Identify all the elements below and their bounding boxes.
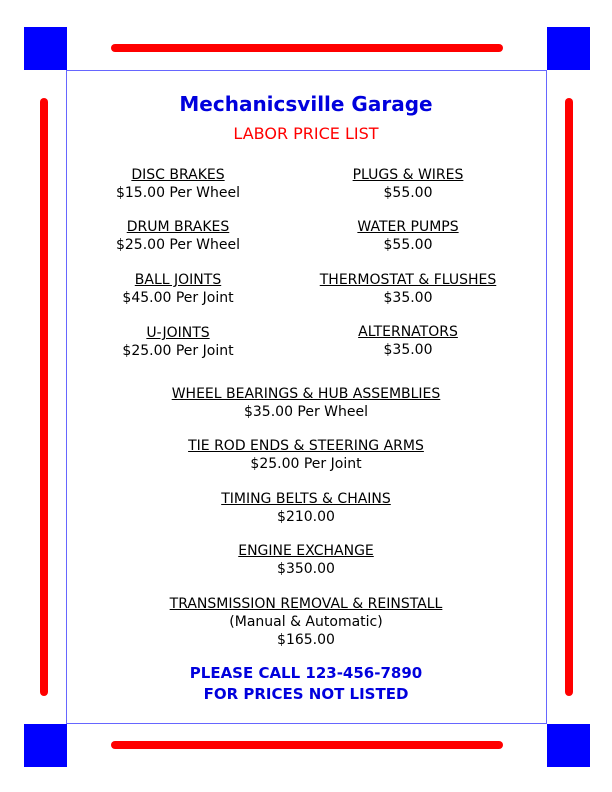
page-subtitle: LABOR PRICE LIST (233, 124, 379, 143)
service-name: WATER PUMPS (357, 219, 459, 235)
service-price: $45.00 Per Joint (122, 290, 234, 306)
price-item (100, 542, 512, 578)
service-price: $25.00 Per Joint (122, 343, 234, 359)
corner-square-top-left (24, 27, 67, 70)
price-item (78, 271, 278, 307)
page-title: Mechanicsville Garage (179, 92, 433, 116)
corner-square-bottom-right (547, 724, 590, 767)
service-name: TIMING BELTS & CHAINS (221, 491, 391, 507)
service-name: BALL JOINTS (134, 272, 222, 288)
service-name: ENGINE EXCHANGE (238, 543, 374, 559)
service-name: ALTERNATORS (358, 324, 458, 340)
red-bar-right (565, 98, 573, 696)
service-name: DISC BRAKES (131, 167, 225, 183)
service-price: $55.00 (383, 185, 433, 201)
service-name: TIE ROD ENDS & STEERING ARMS (188, 438, 424, 454)
service-price: $165.00 (277, 632, 335, 648)
price-item (100, 437, 512, 473)
red-bar-top (111, 44, 503, 52)
price-item (78, 324, 278, 360)
service-name: DRUM BRAKES (126, 219, 230, 235)
service-price: $35.00 (383, 290, 433, 306)
service-name: THERMOSTAT & FLUSHES (319, 272, 497, 288)
service-price: $25.00 Per Joint (250, 456, 362, 472)
price-item (100, 385, 512, 421)
price-item (78, 218, 278, 254)
red-bar-bottom (111, 741, 503, 749)
price-item (298, 271, 518, 307)
service-price: $15.00 Per Wheel (115, 185, 241, 201)
service-price: $35.00 Per Wheel (243, 404, 369, 420)
cta-line-1: PLEASE CALL 123-456-7890 (189, 664, 423, 682)
price-item (298, 218, 518, 254)
service-name: U-JOINTS (146, 325, 210, 341)
corner-square-bottom-left (24, 724, 67, 767)
service-name: PLUGS & WIRES (352, 167, 464, 183)
service-note: (Manual & Automatic) (229, 614, 383, 630)
price-item (78, 166, 278, 202)
service-price: $25.00 Per Wheel (115, 237, 241, 253)
price-item (298, 323, 518, 359)
service-name: WHEEL BEARINGS & HUB ASSEMBLIES (171, 386, 441, 402)
service-price: $350.00 (277, 561, 335, 577)
price-item (100, 490, 512, 526)
call-to-action (0, 663, 612, 705)
service-price: $35.00 (383, 342, 433, 358)
corner-square-top-right (547, 27, 590, 70)
service-name: TRANSMISSION REMOVAL & REINSTALL (169, 596, 443, 612)
price-item (100, 595, 512, 649)
service-price: $210.00 (277, 509, 335, 525)
price-item (298, 166, 518, 202)
red-bar-left (40, 98, 48, 696)
cta-line-2: FOR PRICES NOT LISTED (203, 685, 409, 703)
service-price: $55.00 (383, 237, 433, 253)
